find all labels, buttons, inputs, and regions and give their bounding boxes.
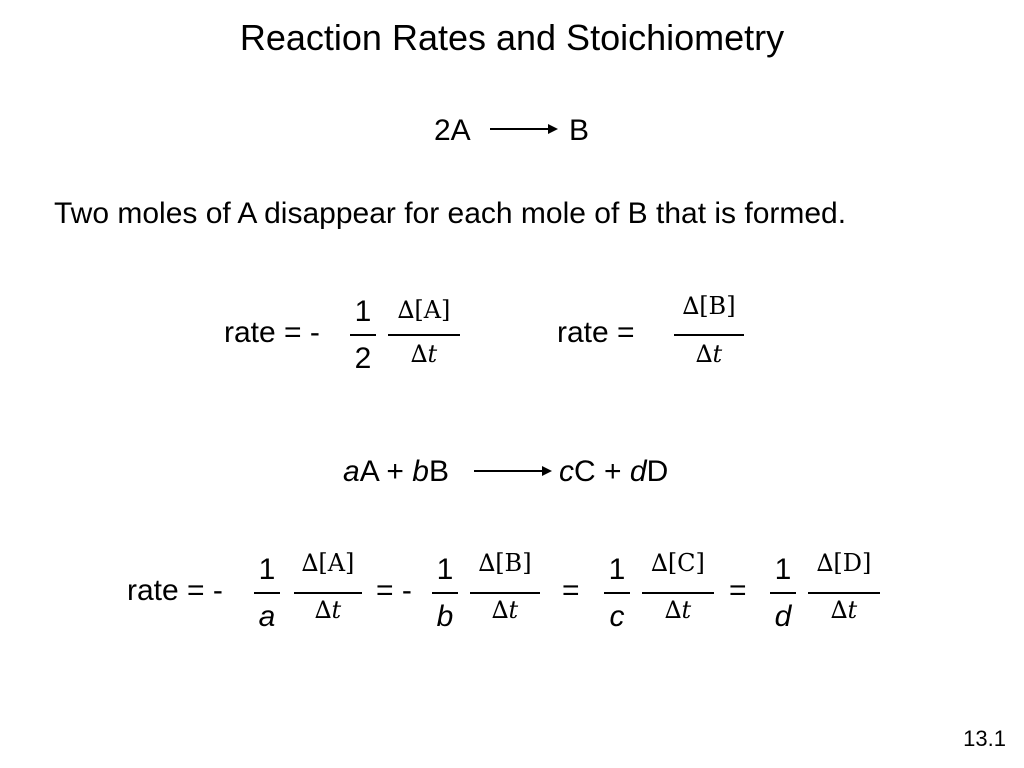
rate-a-delta-den (388, 340, 460, 368)
term-b-coef-num: 1 (436, 553, 454, 586)
coef-d: d (629, 455, 647, 488)
general-products (559, 455, 668, 489)
term-c-coef-bar (604, 592, 630, 594)
coef-a: a (343, 455, 360, 488)
term-d-dt-var: t (847, 596, 858, 624)
rate-a-coef-num: 1 (354, 295, 372, 328)
coef-c: c (559, 455, 574, 488)
rate-a-delta-den-sym: ∆ (410, 340, 428, 368)
term-d-separator: = (729, 574, 747, 607)
term-d-delta-num (808, 549, 880, 577)
species-A: A (359, 455, 379, 488)
term-c-dt-var: t (681, 596, 692, 624)
reaction-reactant: 2A (434, 114, 471, 147)
statement-text: Two moles of A disappear for each mole of B that is formed. (54, 197, 847, 230)
term-d-coef-num: 1 (774, 553, 792, 586)
term-a-delta-num-text: ∆[A] (301, 549, 355, 577)
term-c-delta-num-text: ∆[C] (651, 549, 705, 577)
term-b-dt-var: t (508, 596, 519, 624)
term-c-dt-sym: ∆ (664, 596, 682, 624)
species-C: C (574, 455, 596, 488)
reaction-arrowhead (548, 124, 558, 134)
rate-b-delta-num-text: ∆[B] (682, 292, 736, 320)
coef-b: b (412, 455, 429, 488)
term-a-coef-den: a (258, 600, 276, 633)
term-c-fraction-bar (642, 592, 714, 594)
term-d-delta-num-text: ∆[D] (816, 549, 872, 577)
general-rate-label: rate = - (127, 574, 223, 607)
term-b-dt-sym: ∆ (491, 596, 509, 624)
plus-sign: + (595, 455, 630, 488)
rate-b-delta-den-sym: ∆ (695, 340, 713, 368)
term-b-fraction-bar (470, 592, 540, 594)
rate-b-delta-den-var: t (712, 340, 723, 368)
term-d-coef-den: d (774, 600, 792, 633)
general-reactants (343, 455, 449, 489)
term-c-delta-num (642, 549, 714, 577)
term-a-dt-sym: ∆ (314, 596, 332, 624)
species-B: B (428, 455, 449, 488)
term-c-coef-num: 1 (608, 553, 626, 586)
term-a-coef-num: 1 (258, 553, 276, 586)
rate-a-coef-bar (350, 334, 376, 336)
term-c-separator: = (562, 574, 580, 607)
term-b-separator: = - (376, 574, 412, 607)
rate-a-delta-num (388, 292, 460, 326)
term-a-coef-bar (254, 592, 280, 594)
term-d-fraction-bar (808, 592, 880, 594)
rate-b-delta-num (674, 292, 744, 320)
slide-number: 13.1 (963, 726, 1006, 751)
term-d-coef-bar (770, 592, 796, 594)
slide-title: Reaction Rates and Stoichiometry (239, 17, 785, 58)
term-a-delta-num (294, 549, 362, 577)
term-b-coef-den: b (436, 600, 454, 633)
rate-b-delta-den (674, 340, 744, 368)
term-c-coef-den: c (609, 600, 625, 633)
term-b-coef-bar (432, 592, 458, 594)
general-reaction-arrow (474, 470, 542, 472)
rate-a-coef-den: 2 (354, 342, 372, 375)
rate-a-delta-den-var: t (427, 340, 438, 368)
term-a-delta-den (294, 596, 362, 624)
term-a-dt-var: t (331, 596, 342, 624)
general-reaction-arrowhead (542, 466, 552, 476)
plus-sign: + (378, 455, 413, 488)
term-c-delta-den (642, 596, 714, 624)
species-D: D (646, 455, 669, 488)
term-a-fraction-bar (294, 592, 362, 594)
reaction-arrow (490, 128, 548, 130)
term-b-delta-num (470, 549, 540, 577)
term-b-delta-den (470, 596, 540, 624)
term-d-dt-sym: ∆ (830, 596, 848, 624)
term-d-delta-den (808, 596, 880, 624)
rate-b-label: rate = (557, 316, 635, 349)
rate-a-fraction-bar (388, 334, 460, 336)
rate-a-delta-num-text: ∆[A] (397, 296, 451, 324)
reaction-product: B (569, 114, 590, 147)
term-b-delta-num-text: ∆[B] (478, 549, 532, 577)
rate-a-label: rate = - (224, 316, 320, 349)
rate-b-fraction-bar (674, 334, 744, 336)
